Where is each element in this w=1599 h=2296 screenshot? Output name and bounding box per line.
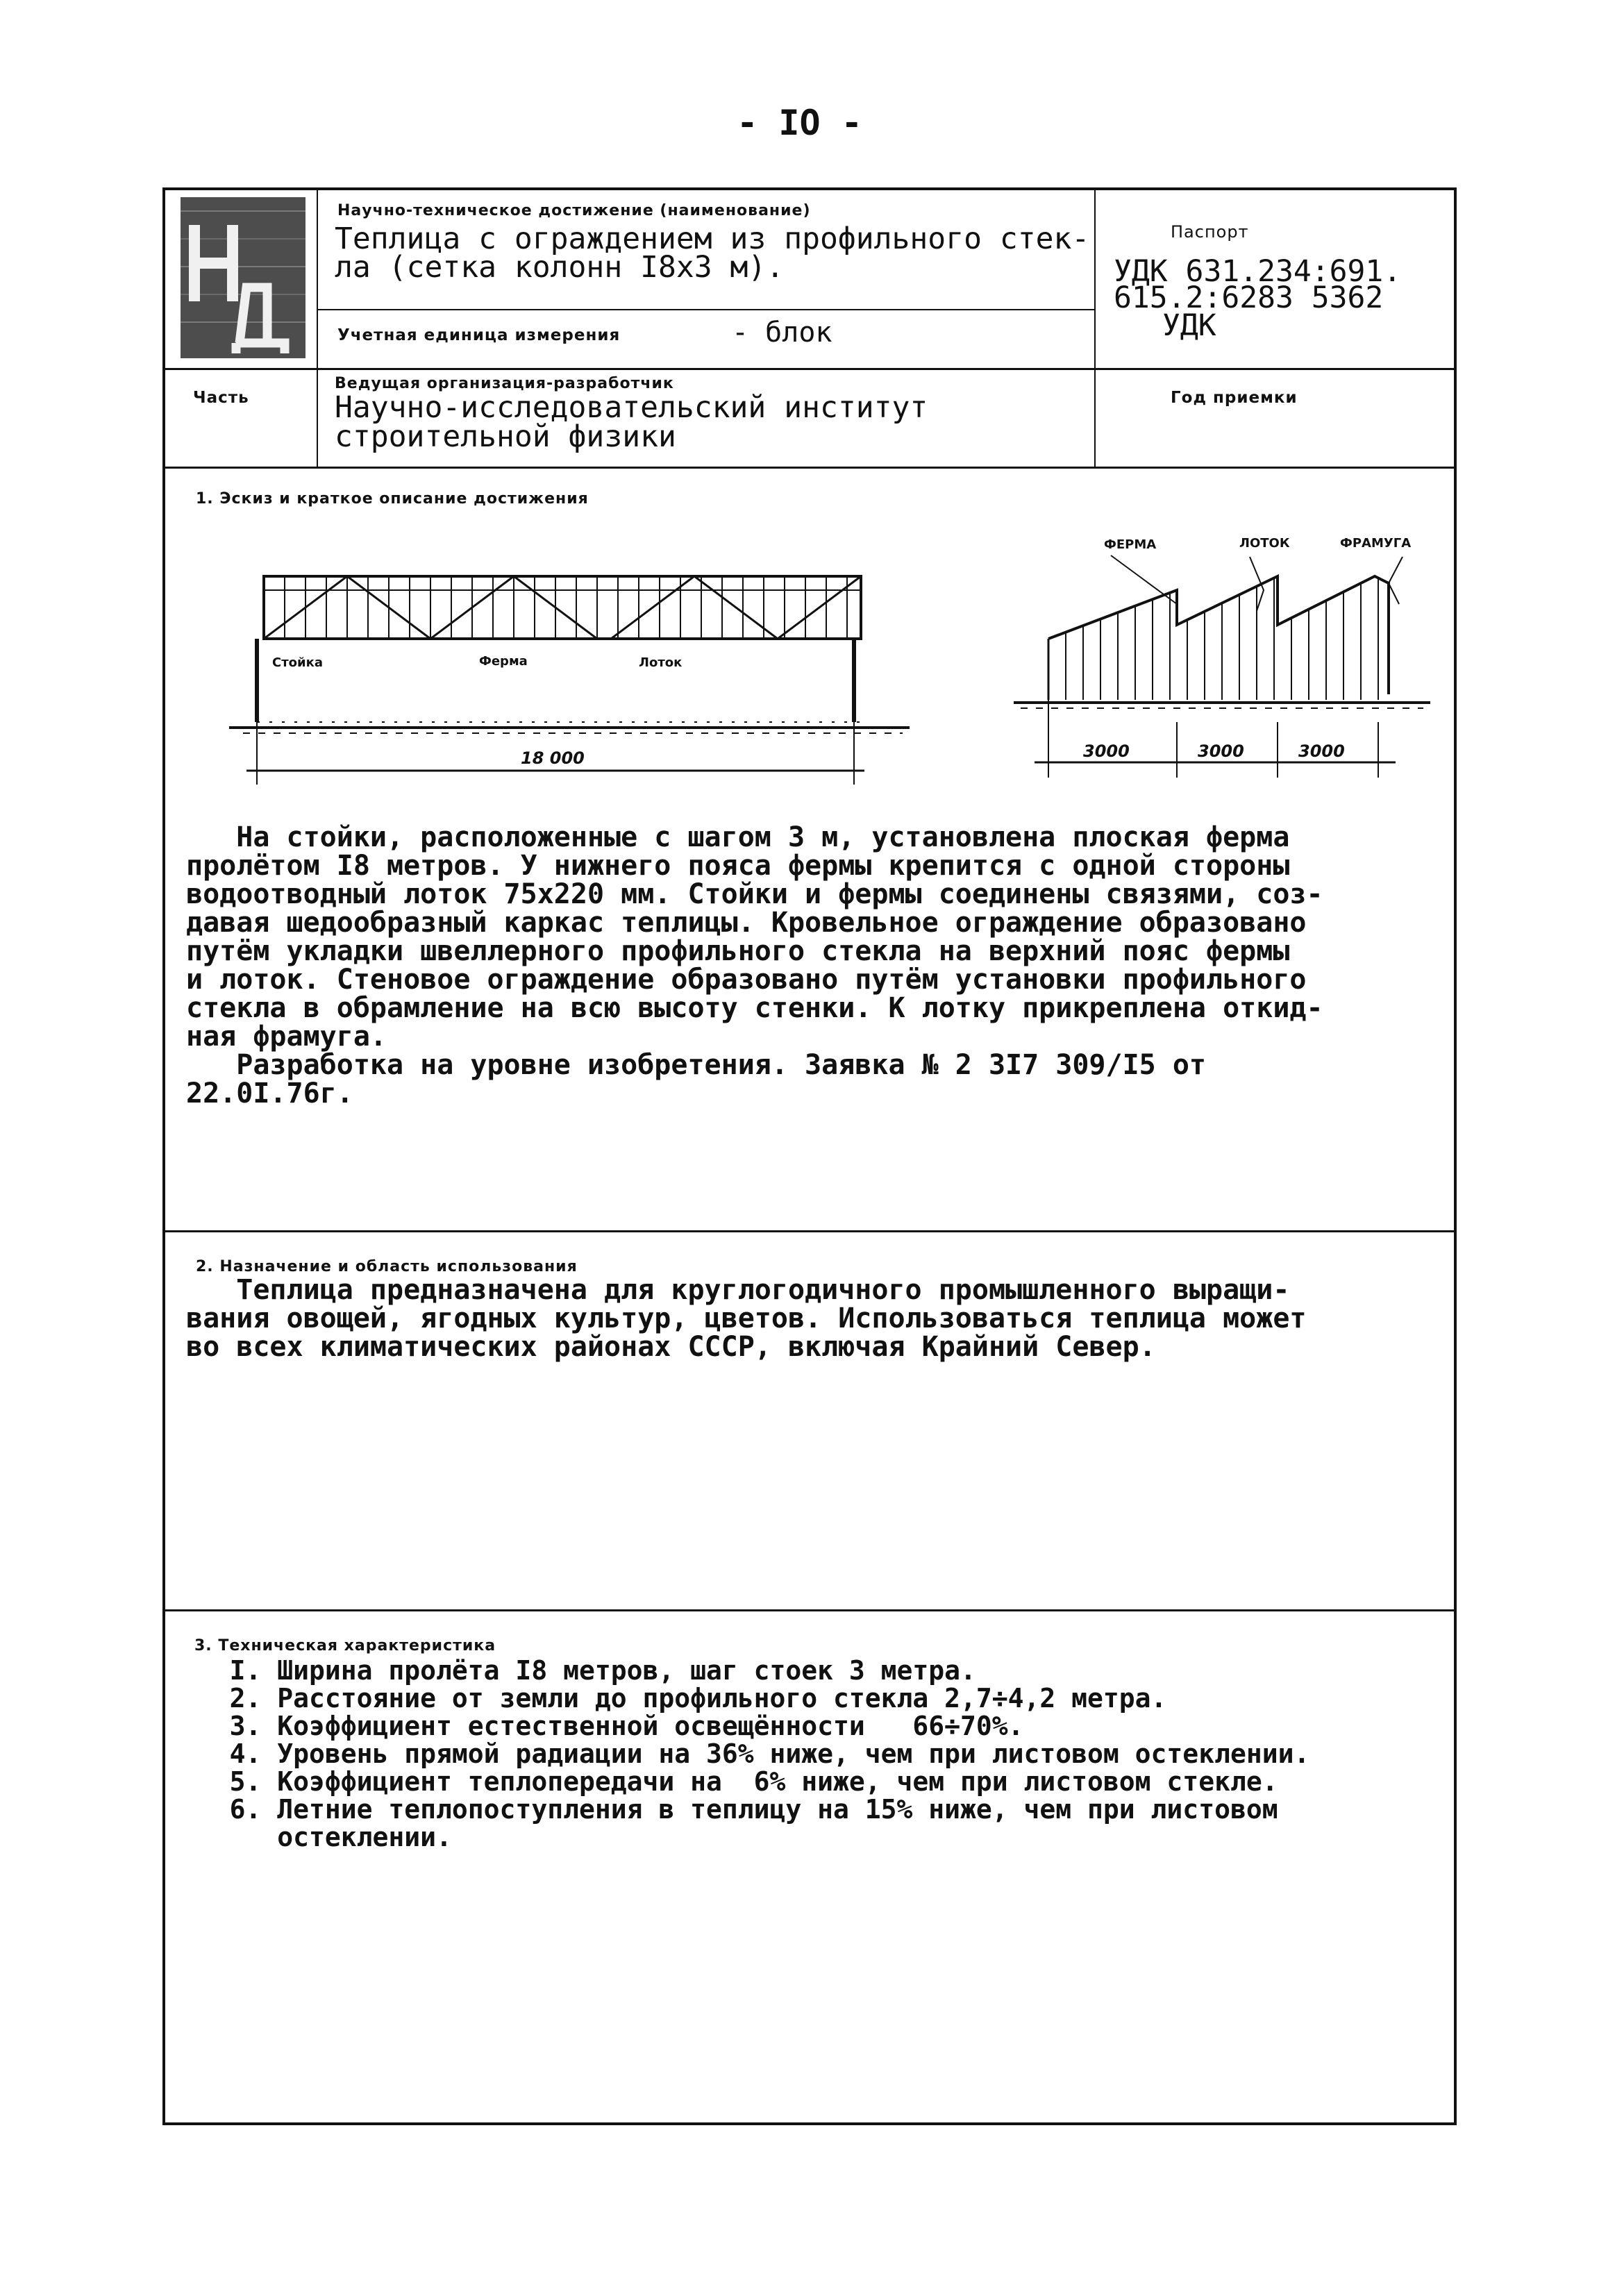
section1-line: путём укладки швеллерного профильного стекла на верхний пояс фермы — [186, 935, 1290, 967]
passport-divider — [1094, 187, 1096, 467]
sketch-right-lotok: ЛОТОК — [1239, 536, 1290, 551]
udk-line1: УДК 631.234:691. — [1114, 254, 1402, 289]
section1-line: Разработка на уровне изобретения. Заявка № 2 3I7 309/I5 от — [186, 1049, 1207, 1081]
section1-line: и лоток. Стеновое ограждение образовано путём установки профильного — [186, 964, 1307, 996]
unit-label: Учетная единица измерения — [337, 326, 621, 344]
section3-heading: 3. Техническая характеристика — [194, 1637, 496, 1654]
section1-line: водоотводный лоток 75x220 мм. Стойки и фермы соединены связями, соз- — [186, 878, 1323, 910]
sketch-right-dim1: 3000 — [1083, 741, 1130, 761]
section3-line: 3. Коэффициент естественной освещённости 66÷70%. — [182, 1711, 1024, 1741]
achievement-title-line2: ла (сетка колонн I8x3 м). — [335, 250, 785, 285]
udk-line3: УДК — [1162, 308, 1216, 343]
section2-line: Теплица предназначена для круглогодичного промышленного выращи- — [186, 1274, 1290, 1306]
section2-line: вания овощей, ягодных культур, цветов. Использоваться теплица может — [186, 1302, 1307, 1334]
section1-bottom — [162, 1230, 1457, 1232]
section1-line: стекла в обрамление на всю высоту стенки. К лотку прикреплена откид- — [186, 992, 1323, 1024]
sketch-left-dimension: 18 000 — [521, 748, 585, 768]
passport-label: Паспорт — [1171, 222, 1249, 242]
section3-line: 2. Расстояние от земли до профильного стекла 2,7÷4,2 метра. — [182, 1683, 1167, 1713]
sketch-left-ferma: Ферма — [479, 654, 528, 669]
org-label: Ведущая организация-разработчик — [335, 375, 674, 392]
section3-line: I. Ширина пролёта I8 метров, шаг стоек 3 метра. — [182, 1655, 976, 1686]
achievement-label: Научно-техническое достижение (наименование) — [337, 202, 811, 219]
section3-line: остеклении. — [182, 1822, 452, 1852]
section1-line: давая шедообразный каркас теплицы. Кровельное ограждение образовано — [186, 907, 1307, 939]
achievement-title-line1: Теплица с ограждением из профильного стек- — [335, 221, 1090, 256]
sketch-right-dim3: 3000 — [1298, 741, 1345, 761]
org-line1: Научно-исследовательский институт — [335, 390, 928, 425]
section2-heading: 2. Назначение и область использования — [196, 1258, 578, 1275]
sketch-truss-elevation — [208, 555, 944, 791]
section2-line: во всех климатических районах СССР, включая Крайний Север. — [186, 1331, 1156, 1363]
sketch-right-dim2: 3000 — [1198, 741, 1244, 761]
part-label: Часть — [193, 389, 249, 407]
section3-line: 5. Коэффициент теплопередачи на 6% ниже, чем при листовом стекле. — [182, 1766, 1278, 1797]
logo-graphic — [181, 197, 305, 358]
section1-line: На стойки, расположенные с шагом 3 м, установлена плоская ферма — [186, 821, 1290, 853]
udk-line2: 615.2:6283 5362 — [1114, 280, 1384, 315]
nd-logo — [181, 197, 305, 358]
sketch-right-ferma: ФЕРМА — [1104, 537, 1157, 552]
section1-line: 22.0I.76г. — [186, 1078, 353, 1109]
header-divider — [162, 368, 1457, 370]
sketch-left-lotok: Лоток — [639, 655, 683, 670]
header-bottom — [162, 467, 1457, 469]
sketch-sawtooth-section — [1000, 521, 1444, 791]
section3-line: 6. Летние теплопоступления в теплицу на 15% ниже, чем при листовом — [182, 1794, 1278, 1825]
section1-line: пролётом I8 метров. У нижнего пояса фермы крепится с одной стороны — [186, 850, 1290, 882]
section1-heading: 1. Эскиз и краткое описание достижения — [196, 490, 589, 508]
page-number: - IO - — [737, 103, 862, 143]
sketch-left-stoyka: Стойка — [272, 655, 323, 670]
logo-divider — [317, 187, 318, 467]
sketch-right-framuga: ФРАМУГА — [1340, 536, 1412, 551]
org-line2: строительной физики — [335, 419, 676, 454]
unit-divider — [317, 309, 1094, 310]
year-label: Год приемки — [1171, 389, 1298, 407]
section2-bottom — [162, 1609, 1457, 1611]
unit-value: - блок — [732, 317, 832, 349]
section1-line: ная фрамуга. — [186, 1021, 387, 1053]
section3-line: 4. Уровень прямой радиации на 36% ниже, чем при листовом остеклении. — [182, 1738, 1310, 1769]
